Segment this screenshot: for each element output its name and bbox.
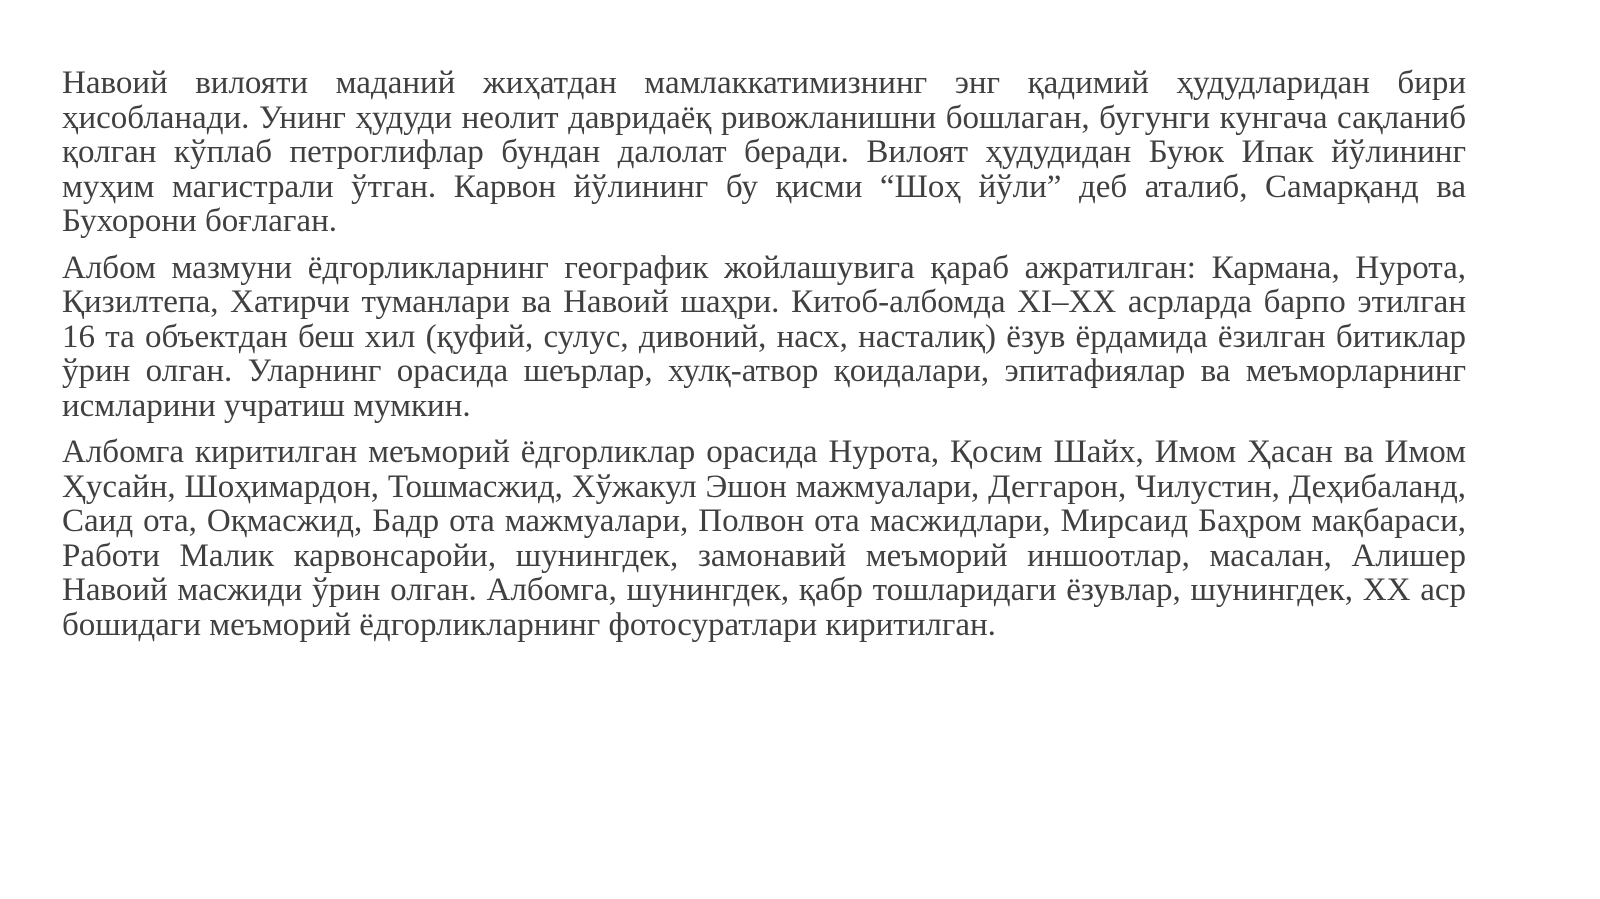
paragraph-2: Албом мазмуни ёдгорликларнинг географик жойлашувига қараб ажратилган: Кармана, Нурота, Қизилтепа, Хатирчи туманлари ва Навоий шаҳри. Китоб-албомда XI–XX асрларда барпо этилган 16 та объектдан беш хил (қуфий, сулус, дивоний, насх, насталиқ) ёзув ёрдамида ёзилган битиклар ўрин олган. Уларнинг орасида шеърлар, хулқ-атвор қоидалари, эпитафиялар ва меъморларнинг исмларини учратиш мумкин.: [62, 249, 1466, 424]
text-body: [62, 66, 1466, 642]
paragraph-1: Навоий вилояти маданий жиҳатдан мамлаккатимизнинг энг қадимий ҳудудларидан бири ҳисобланади. Унинг ҳудуди неолит давридаёқ ривожланишни бошлаган, бугунги кунгача сақланиб қолган кўплаб петроглифлар бундан далолат беради. Вилоят ҳудудидан Буюк Ипак йўлининг муҳим магистрали ўтган. Карвон йўлининг бу қисми “Шоҳ йўли” деб аталиб, Самарқанд ва Бухорони боғлаган.: [62, 65, 1466, 239]
paragraph-3: Албомга киритилган меъморий ёдгорликлар орасида Нурота, Қосим Шайх, Имом Ҳасан ва Имом Ҳусайн, Шоҳимардон, Тошмасжид, Хўжакул Эшон мажмуалари, Деггарон, Чилустин, Деҳибаланд, Саид ота, Оқмасжид, Бадр ота мажмуалари, Полвон ота масжидлари, Мирсаид Баҳром мақбараси, Работи Малик карвонсаройи, шунингдек, замонавий меъморий иншоотлар, масалан, Алишер Навоий масжиди ўрин олган. Албомга, шунингдек, қабр тошларидаги ёзувлар, шунингдек, XX аср бошидаги меъморий ёдгорликларнинг фотосуратлари киритилган.: [62, 434, 1466, 643]
